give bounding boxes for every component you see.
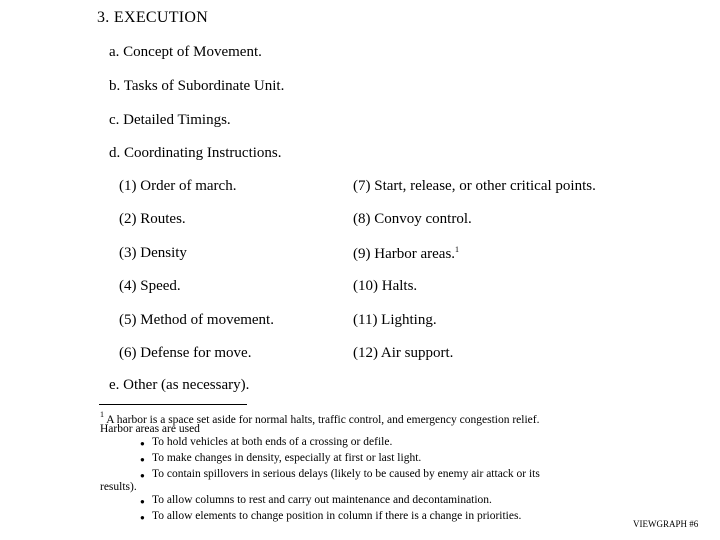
- footnote-bullet-3-wrap: results).: [100, 481, 137, 493]
- footnote-divider: [99, 404, 247, 405]
- instruction-speed: (4) Speed.: [119, 278, 181, 294]
- instruction-order-of-march: (1) Order of march.: [119, 178, 237, 194]
- bullet-icon: ●: [140, 471, 145, 480]
- footnote-marker: 1: [100, 410, 104, 419]
- instruction-harbor-areas: (9) Harbor areas.$^1$: [353, 245, 460, 262]
- bullet-icon: ●: [140, 497, 145, 506]
- footnote-line-1: $^1$ A harbor is a space set aside for normal halts, traffic control, and emergency congestion relief.: [100, 410, 540, 426]
- item-tasks-of-subordinate-unit: b. Tasks of Subordinate Unit.: [109, 78, 285, 94]
- instruction-convoy-control: (8) Convoy control.: [353, 211, 472, 227]
- instruction-method-of-movement: (5) Method of movement.: [119, 312, 274, 328]
- instruction-halts: (10) Halts.: [353, 278, 418, 294]
- section-heading: 3. EXECUTION: [97, 9, 209, 26]
- item-detailed-timings: c. Detailed Timings.: [109, 112, 231, 128]
- footnote-bullet-3: To contain spillovers in serious delays (likely to be caused by enemy air attack or its: [152, 468, 540, 480]
- bullet-icon: ●: [140, 455, 145, 464]
- bullet-icon: ●: [140, 513, 145, 522]
- instruction-lighting: (11) Lighting.: [353, 312, 437, 328]
- instruction-air-support: (12) Air support.: [353, 345, 454, 361]
- footnote-bullet-5: To allow elements to change position in column if there is a change in priorities.: [152, 510, 522, 522]
- footnote-bullet-2: To make changes in density, especially at first or last light.: [152, 452, 422, 464]
- bullet-icon: ●: [140, 439, 145, 448]
- footnote-bullet-4: To allow columns to rest and carry out maintenance and decontamination.: [152, 494, 492, 506]
- item-coordinating-instructions: d. Coordinating Instructions.: [109, 145, 282, 161]
- item-concept-of-movement: a. Concept of Movement.: [109, 44, 262, 60]
- instruction-defense-for-move: (6) Defense for move.: [119, 345, 252, 361]
- footnote-bullet-1: To hold vehicles at both ends of a crossing or defile.: [152, 436, 393, 448]
- instruction-start-release-points: (7) Start, release, or other critical points.: [353, 178, 596, 194]
- footnote-line-2: Harbor areas are used: [100, 423, 200, 435]
- item-other: e. Other (as necessary).: [109, 377, 250, 393]
- instruction-routes: (2) Routes.: [119, 211, 186, 227]
- instruction-density: (3) Density: [119, 245, 187, 261]
- viewgraph-label: VIEWGRAPH #6: [633, 519, 699, 529]
- footnote-reference: 1: [455, 245, 460, 254]
